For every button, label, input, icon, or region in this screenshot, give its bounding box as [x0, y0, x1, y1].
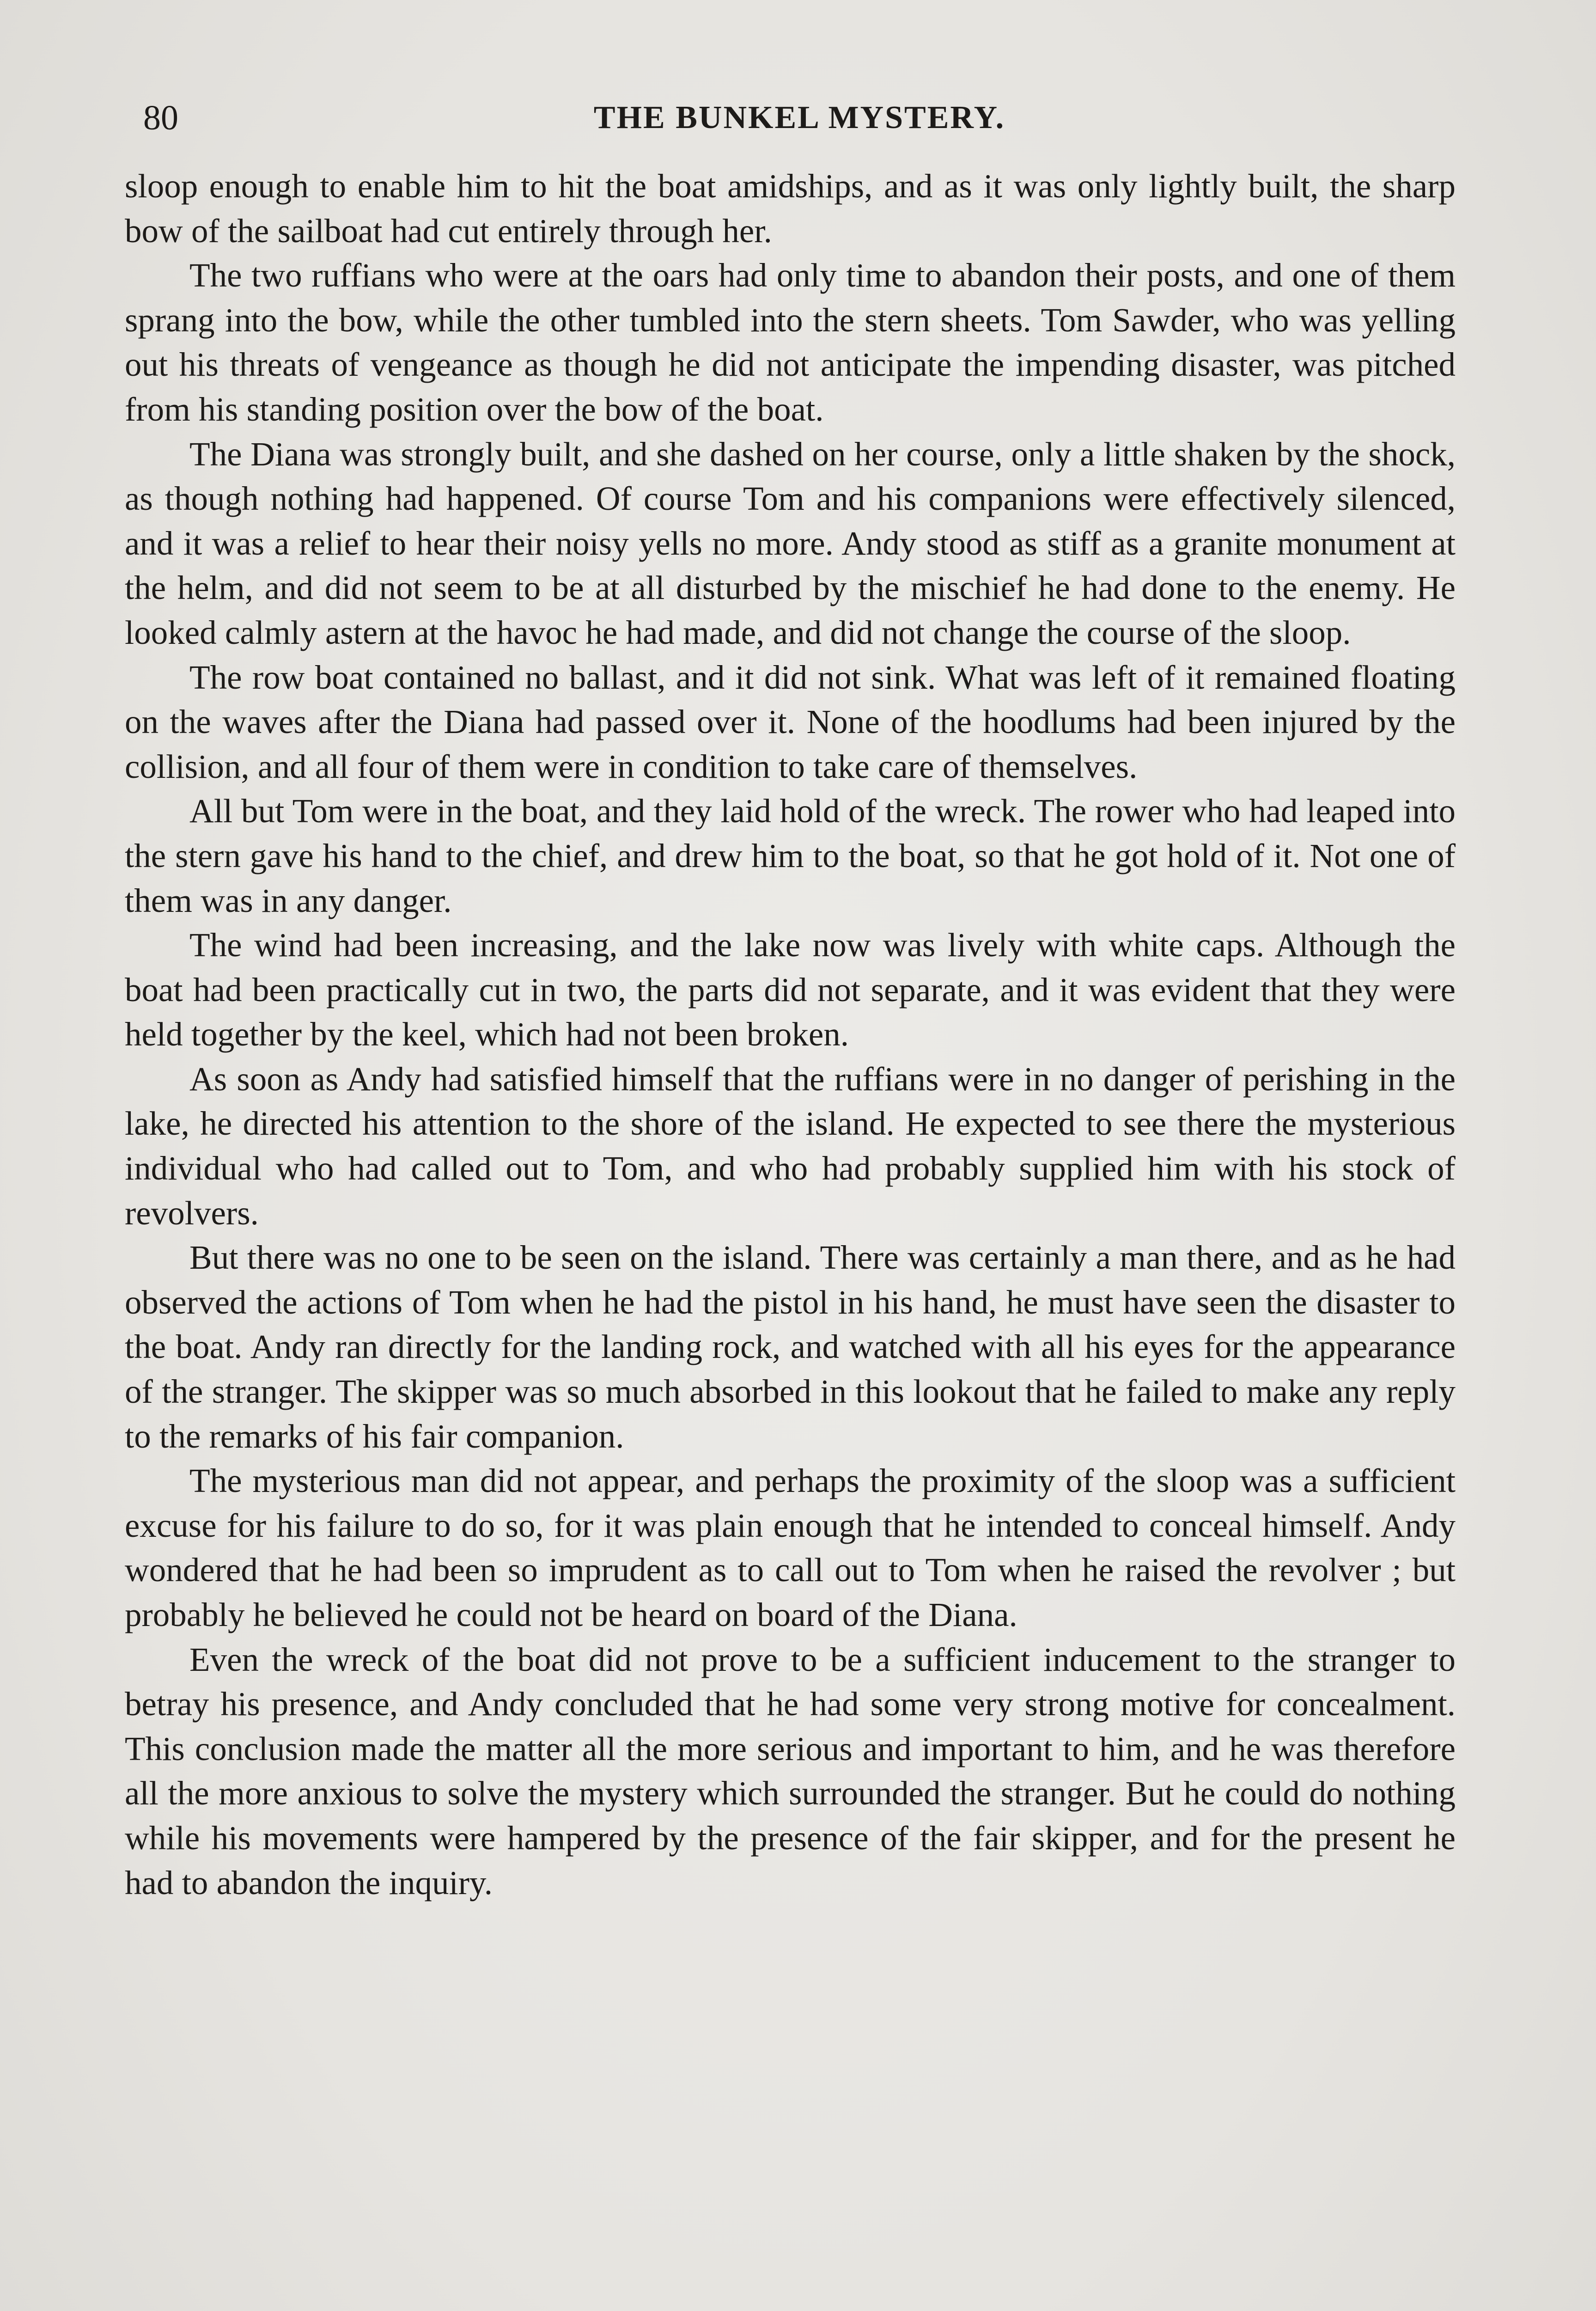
running-head: THE BUNKEL MYSTERY. [593, 100, 1005, 135]
page-header [139, 92, 1460, 143]
paragraph: Even the wreck of the boat did not prove to be a sufficient inducement to the stranger to betray his presence, and Andy concluded that he had some very strong motive for concealment. This conclusion made the matter all the more serious and important to him, and he was therefore all the more anxious to solve the mystery which surrounded the stranger. But he could do nothing while his movements were hampered by the presence of the fair skipper, and for the present he had to abandon the inquiry. [125, 1640, 1456, 1901]
body-text [125, 164, 1456, 1905]
paragraph: sloop enough to enable him to hit the boat amidships, and as it was only lightly built, the sharp bow of the sailboat had cut entirely through her. [125, 167, 1456, 250]
paragraph: The wind had been increasing, and the lake now was lively with white caps. Although the boat had been practically cut in two, the parts did not separate, and it was evident that they were held together by the keel, which had not been broken. [125, 926, 1456, 1053]
paragraph: The mysterious man did not appear, and perhaps the proximity of the sloop was a sufficient excuse for his failure to do so, for it was plain enough that he intended to conceal himself. Andy wondered that he had been so imprudent as to call out to Tom when he raised the revolver ; but probably he believed he could not be heard on board of the Diana. [125, 1462, 1456, 1633]
paragraph: All but Tom were in the boat, and they laid hold of the wreck. The rower who had leaped into the stern gave his hand to the chief, and drew him to the boat, so that he got hold of it. Not one of them was in any danger. [125, 792, 1456, 919]
paragraph: As soon as Andy had satisfied himself that the ruffians were in no danger of perishing in the lake, he directed his attention to the shore of the island. He expected to see there the mysterious individual who had called out to Tom, and who had probably supplied him with his stock of revolvers. [125, 1060, 1456, 1232]
paragraph: The two ruffians who were at the oars had only time to abandon their posts, and one of them sprang into the bow, while the other tumbled into the stern sheets. Tom Sawder, who was yelling out his threats of vengeance as though he did not anticipate the impending disaster, was pitched from his standing position over the bow of the boat. [125, 257, 1456, 428]
paragraph: The row boat contained no ballast, and it did not sink. What was left of it remained floating on the waves after the Diana had passed over it. None of the hoodlums had been injured by the collision, and all four of them were in condition to take care of themselves. [125, 658, 1456, 785]
paragraph: The Diana was strongly built, and she dashed on her course, only a little shaken by the shock, as though nothing had happened. Of course Tom and his companions were effectively silenced, and it was a relief to hear their noisy yells no more. Andy stood as stiff as a granite monument at the helm, and did not seem to be at all disturbed by the mischief he had done to the enemy. He looked calmly astern at the havoc he had made, and did not change the course of the sloop. [125, 435, 1456, 651]
page-number: 80 [143, 98, 178, 137]
paragraph: But there was no one to be seen on the island. There was certainly a man there, and as he had observed the actions of Tom when he had the pistol in his hand, he must have seen the disaster to the boat. Andy ran directly for the landing rock, and watched with all his eyes for the appearance of the stranger. The skipper was so much absorbed in this lookout that he failed to make any reply to the remarks of his fair companion. [125, 1239, 1456, 1455]
